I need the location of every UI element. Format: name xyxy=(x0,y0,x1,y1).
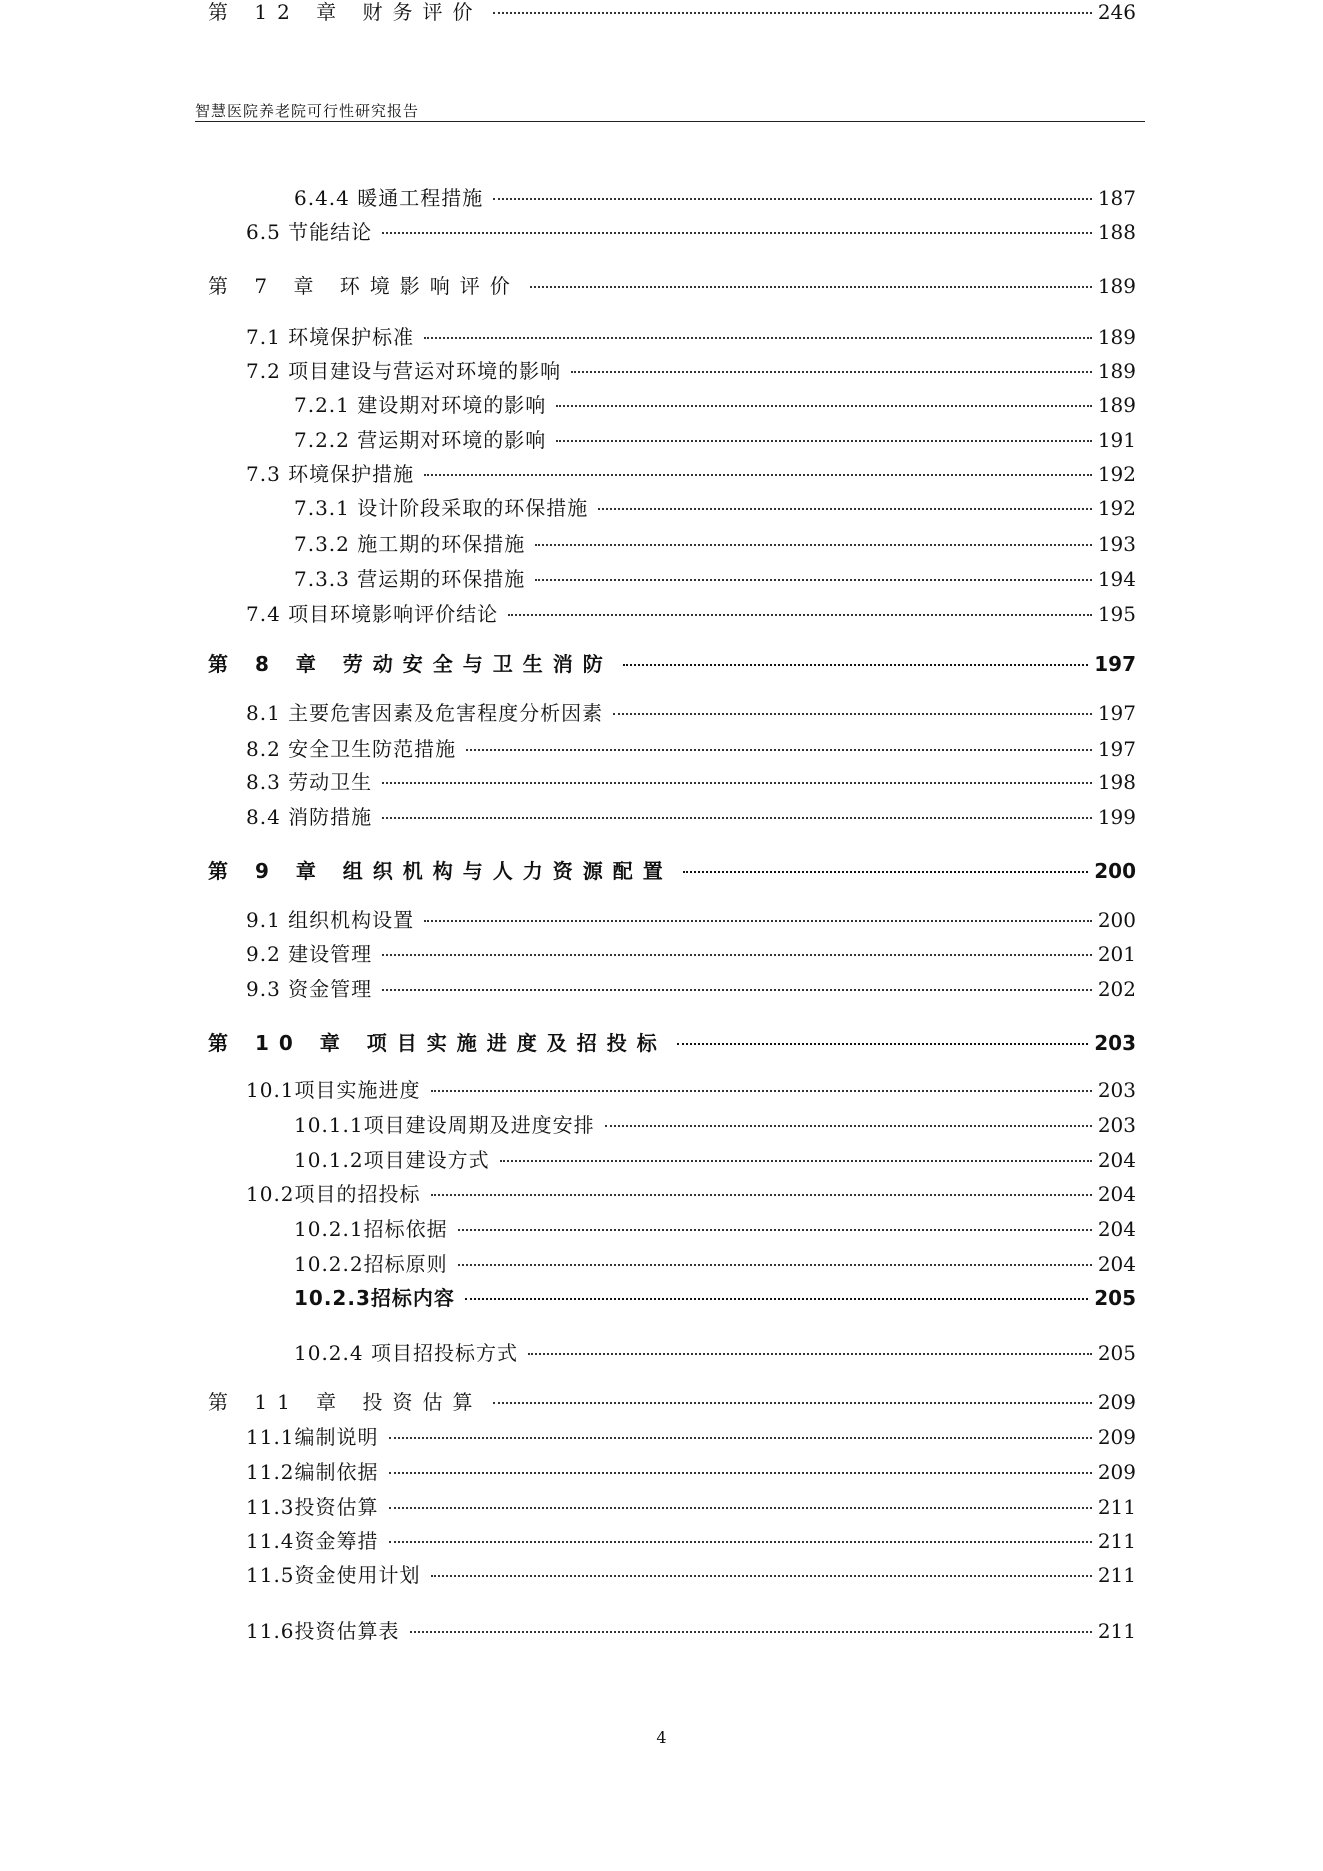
dot-leader xyxy=(493,12,1092,14)
dot-leader xyxy=(528,1353,1092,1355)
toc-entry-page: 189 xyxy=(1097,274,1136,298)
dot-leader xyxy=(389,1437,1092,1439)
toc-section-entry[interactable] xyxy=(246,462,1136,486)
dot-leader xyxy=(508,614,1092,616)
toc-section-entry[interactable] xyxy=(246,1078,1136,1102)
toc-entry-title: 7.1 环境保护标准 xyxy=(246,325,415,349)
toc-section-entry[interactable] xyxy=(294,1113,1136,1137)
dot-leader xyxy=(431,1575,1092,1577)
dot-leader xyxy=(677,1043,1089,1045)
toc-entry-page: 198 xyxy=(1097,770,1136,794)
dot-leader xyxy=(493,1402,1092,1404)
toc-entry-title: 第 10 章 项目实施进度及招投标 xyxy=(208,1031,667,1055)
dot-leader xyxy=(382,782,1092,784)
toc-section-entry[interactable] xyxy=(246,359,1136,383)
toc-entry-page: 202 xyxy=(1097,977,1136,1001)
toc-entry-title: 第 9 章 组织机构与人力资源配置 xyxy=(208,859,673,883)
toc-entry-page: 194 xyxy=(1097,567,1136,591)
toc-section-entry[interactable] xyxy=(246,325,1136,349)
dot-leader xyxy=(535,544,1092,546)
toc-section-entry[interactable] xyxy=(294,1148,1136,1172)
toc-entry-page: 203 xyxy=(1097,1113,1136,1137)
toc-section-entry[interactable] xyxy=(294,496,1136,520)
toc-entry-page: 209 xyxy=(1097,1425,1136,1449)
toc-section-entry[interactable] xyxy=(246,770,1136,794)
toc-entry-page: 205 xyxy=(1094,1286,1136,1310)
toc-entry-title: 11.4资金筹措 xyxy=(246,1529,379,1553)
toc-entry-title: 9.3 资金管理 xyxy=(246,977,373,1001)
dot-leader xyxy=(500,1160,1092,1162)
toc-entry-page: 192 xyxy=(1097,462,1136,486)
toc-entry-title: 10.2.2招标原则 xyxy=(294,1252,448,1276)
dot-leader xyxy=(613,713,1092,715)
toc-chapter-entry[interactable] xyxy=(208,652,1136,676)
toc-entry-page: 209 xyxy=(1097,1390,1136,1414)
toc-entry-page: 195 xyxy=(1097,602,1136,626)
toc-entry-page: 189 xyxy=(1097,393,1136,417)
toc-entry-title: 9.2 建设管理 xyxy=(246,942,373,966)
toc-entry-page: 211 xyxy=(1097,1529,1136,1553)
toc-entry-page: 189 xyxy=(1097,359,1136,383)
dot-leader xyxy=(424,474,1092,476)
toc-entry-page: 197 xyxy=(1097,701,1136,725)
toc-entry-page: 204 xyxy=(1097,1148,1136,1172)
dot-leader xyxy=(530,286,1092,288)
toc-entry-page: 200 xyxy=(1094,859,1136,883)
toc-section-entry[interactable] xyxy=(294,567,1136,591)
toc-section-entry[interactable] xyxy=(246,977,1136,1001)
toc-section-entry[interactable] xyxy=(246,737,1136,761)
toc-entry-page: 199 xyxy=(1097,805,1136,829)
toc-entry-title: 7.4 项目环境影响评价结论 xyxy=(246,602,499,626)
toc-entry-page: 204 xyxy=(1097,1217,1136,1241)
toc-entry-title: 第 8 章 劳动安全与卫生消防 xyxy=(208,652,613,676)
toc-entry-title: 7.3.3 营运期的环保措施 xyxy=(294,567,526,591)
toc-entry-page: 201 xyxy=(1097,942,1136,966)
dot-leader xyxy=(424,337,1092,339)
toc-chapter-entry[interactable] xyxy=(208,1390,1136,1414)
toc-entry-title: 第 11 章 投资估算 xyxy=(208,1390,483,1414)
toc-section-entry[interactable] xyxy=(294,1217,1136,1241)
dot-leader xyxy=(382,954,1092,956)
toc-entry-page: 203 xyxy=(1094,1031,1136,1055)
toc-entry-page: 189 xyxy=(1097,325,1136,349)
toc-chapter-entry[interactable] xyxy=(208,0,1136,24)
toc-section-entry[interactable] xyxy=(246,1563,1136,1587)
toc-entry-title: 8.2 安全卫生防范措施 xyxy=(246,737,457,761)
toc-entry-title: 8.3 劳动卫生 xyxy=(246,770,373,794)
dot-leader xyxy=(493,198,1092,200)
toc-entry-page: 191 xyxy=(1097,428,1136,452)
page-number: 4 xyxy=(656,1728,667,1747)
toc-entry-title: 10.2.4 项目招投标方式 xyxy=(294,1341,518,1365)
toc-entry-page: 204 xyxy=(1097,1252,1136,1276)
dot-leader xyxy=(424,920,1092,922)
dot-leader xyxy=(556,440,1092,442)
dot-leader xyxy=(598,508,1092,510)
toc-entry-page: 211 xyxy=(1097,1495,1136,1519)
dot-leader xyxy=(466,749,1092,751)
dot-leader xyxy=(389,1541,1092,1543)
dot-leader xyxy=(605,1125,1092,1127)
toc-section-entry[interactable] xyxy=(294,1341,1136,1365)
dot-leader xyxy=(382,989,1092,991)
toc-chapter-entry[interactable] xyxy=(208,274,1136,298)
toc-entry-title: 7.3 环境保护措施 xyxy=(246,462,415,486)
toc-entry-page: 200 xyxy=(1097,908,1136,932)
toc-entry-title: 6.5 节能结论 xyxy=(246,220,373,244)
toc-entry-page: 203 xyxy=(1097,1078,1136,1102)
dot-leader xyxy=(458,1264,1092,1266)
dot-leader xyxy=(410,1631,1092,1633)
toc-entry-title: 8.4 消防措施 xyxy=(246,805,373,829)
dot-leader xyxy=(382,817,1092,819)
dot-leader xyxy=(389,1472,1092,1474)
toc-section-entry[interactable] xyxy=(294,1252,1136,1276)
dot-leader xyxy=(683,871,1088,873)
toc-entry-title: 8.1 主要危害因素及危害程度分析因素 xyxy=(246,701,604,725)
toc-entry-page: 192 xyxy=(1097,496,1136,520)
dot-leader xyxy=(389,1507,1092,1509)
toc-section-entry[interactable] xyxy=(294,186,1136,210)
toc-entry-title: 11.3投资估算 xyxy=(246,1495,379,1519)
toc-section-entry[interactable] xyxy=(246,942,1136,966)
toc-entry-title: 11.5资金使用计划 xyxy=(246,1563,421,1587)
dot-leader xyxy=(571,371,1092,373)
dot-leader xyxy=(465,1298,1088,1300)
toc-entry-title: 7.2.1 建设期对环境的影响 xyxy=(294,393,547,417)
toc-section-entry[interactable] xyxy=(246,701,1136,725)
toc-entry-title: 7.2 项目建设与营运对环境的影响 xyxy=(246,359,562,383)
toc-entry-title: 第 12 章 财务评价 xyxy=(208,0,483,24)
toc-section-entry[interactable] xyxy=(246,1182,1136,1206)
dot-leader xyxy=(535,579,1092,581)
toc-entry-title: 7.3.1 设计阶段采取的环保措施 xyxy=(294,496,589,520)
toc-entry-title: 9.1 组织机构设置 xyxy=(246,908,415,932)
toc-entry-page: 197 xyxy=(1097,737,1136,761)
toc-entry-page: 193 xyxy=(1097,532,1136,556)
dot-leader xyxy=(458,1229,1092,1231)
toc-section-entry[interactable] xyxy=(246,1460,1136,1484)
toc-entry-page: 205 xyxy=(1097,1341,1136,1365)
toc-entry-title: 11.6投资估算表 xyxy=(246,1619,400,1643)
toc-entry-page: 188 xyxy=(1097,220,1136,244)
toc-chapter-entry[interactable] xyxy=(208,859,1136,883)
toc-entry-page: 197 xyxy=(1094,652,1136,676)
toc-section-entry[interactable] xyxy=(246,805,1136,829)
toc-entry-page: 187 xyxy=(1097,186,1136,210)
toc-entry-page: 246 xyxy=(1097,0,1136,24)
toc-entry-title: 10.2项目的招投标 xyxy=(246,1182,421,1206)
toc-entry-title: 10.2.3招标内容 xyxy=(294,1286,455,1310)
toc-entry-title: 11.2编制依据 xyxy=(246,1460,379,1484)
toc-section-entry[interactable] xyxy=(294,1286,1136,1310)
toc-entry-page: 211 xyxy=(1097,1619,1136,1643)
running-header: 智慧医院养老院可行性研究报告 xyxy=(195,102,420,120)
dot-leader xyxy=(382,232,1092,234)
toc-section-entry[interactable] xyxy=(246,1495,1136,1519)
dot-leader xyxy=(556,405,1092,407)
toc-entry-title: 7.3.2 施工期的环保措施 xyxy=(294,532,526,556)
toc-section-entry[interactable] xyxy=(294,393,1136,417)
toc-entry-title: 10.1.1项目建设周期及进度安排 xyxy=(294,1113,595,1137)
toc-chapter-entry[interactable] xyxy=(208,1031,1136,1055)
toc-entry-title: 10.1项目实施进度 xyxy=(246,1078,421,1102)
toc-section-entry[interactable] xyxy=(246,1425,1136,1449)
toc-section-entry[interactable] xyxy=(246,220,1136,244)
toc-section-entry[interactable] xyxy=(294,532,1136,556)
toc-entry-page: 211 xyxy=(1097,1563,1136,1587)
toc-entry-title: 11.1编制说明 xyxy=(246,1425,379,1449)
toc-section-entry[interactable] xyxy=(246,1619,1136,1643)
toc-section-entry[interactable] xyxy=(246,602,1136,626)
dot-leader xyxy=(431,1194,1092,1196)
toc-entry-title: 10.2.1招标依据 xyxy=(294,1217,448,1241)
toc-entry-title: 10.1.2项目建设方式 xyxy=(294,1148,490,1172)
toc-entry-page: 209 xyxy=(1097,1460,1136,1484)
toc-section-entry[interactable] xyxy=(294,428,1136,452)
dot-leader xyxy=(431,1090,1092,1092)
toc-entry-title: 第 7 章 环境影响评价 xyxy=(208,274,520,298)
toc-section-entry[interactable] xyxy=(246,908,1136,932)
toc-section-entry[interactable] xyxy=(246,1529,1136,1553)
dot-leader xyxy=(623,664,1088,666)
toc-entry-title: 6.4.4 暖通工程措施 xyxy=(294,186,484,210)
toc-entry-title: 7.2.2 营运期对环境的影响 xyxy=(294,428,547,452)
toc-entry-page: 204 xyxy=(1097,1182,1136,1206)
